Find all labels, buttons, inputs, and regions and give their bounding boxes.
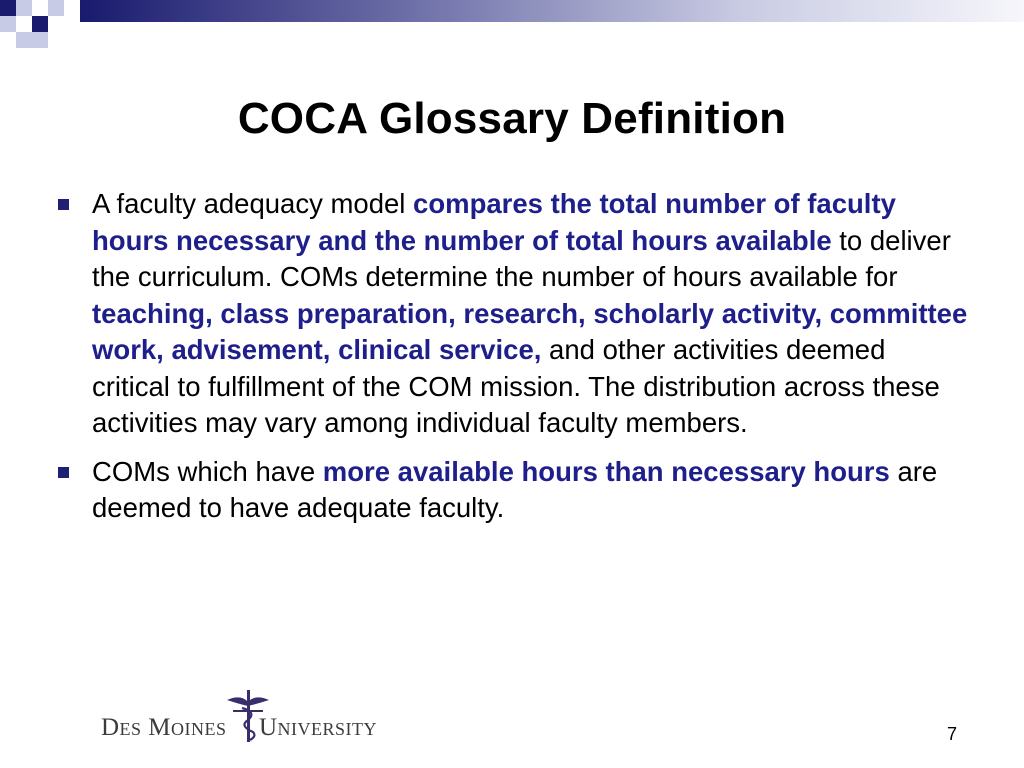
bullet-list xyxy=(58,186,968,539)
corner-square xyxy=(0,0,16,16)
square-bullet-icon xyxy=(58,467,69,478)
bullet-item xyxy=(58,454,968,527)
bullet-text: A faculty adequacy model compares the total number of faculty hours necessary and the number of total hours available to deliver the curriculum. COMs determine the number of hours available for teaching, class preparation, research, scholarly activity, committee work, advisement, clinical service, and other activities deemed critical to fulfillment of the COM mission. The distribution across these activities may vary among individual faculty members. xyxy=(92,188,968,438)
corner-square xyxy=(48,0,64,16)
corner-square xyxy=(48,16,64,32)
bullet-item xyxy=(58,186,968,442)
corner-square xyxy=(32,32,48,48)
page-number: 7 xyxy=(947,724,958,744)
corner-square xyxy=(16,0,32,16)
square-bullet-icon xyxy=(58,199,69,210)
university-logo xyxy=(101,688,401,750)
header-gradient-bar xyxy=(80,0,1024,22)
corner-square xyxy=(32,16,48,32)
logo-word-university: University xyxy=(259,714,378,741)
corner-square xyxy=(16,32,32,48)
corner-decoration xyxy=(0,0,90,70)
slide-title: COCA Glossary Definition xyxy=(237,94,787,143)
corner-square xyxy=(16,16,32,32)
corner-square xyxy=(32,0,48,16)
logo-word-des-moines: Des Moines xyxy=(101,714,227,741)
bullet-text: COMs which have more available hours than necessary hours are deemed to have adequate faculty. xyxy=(92,455,938,523)
corner-square xyxy=(0,16,16,32)
